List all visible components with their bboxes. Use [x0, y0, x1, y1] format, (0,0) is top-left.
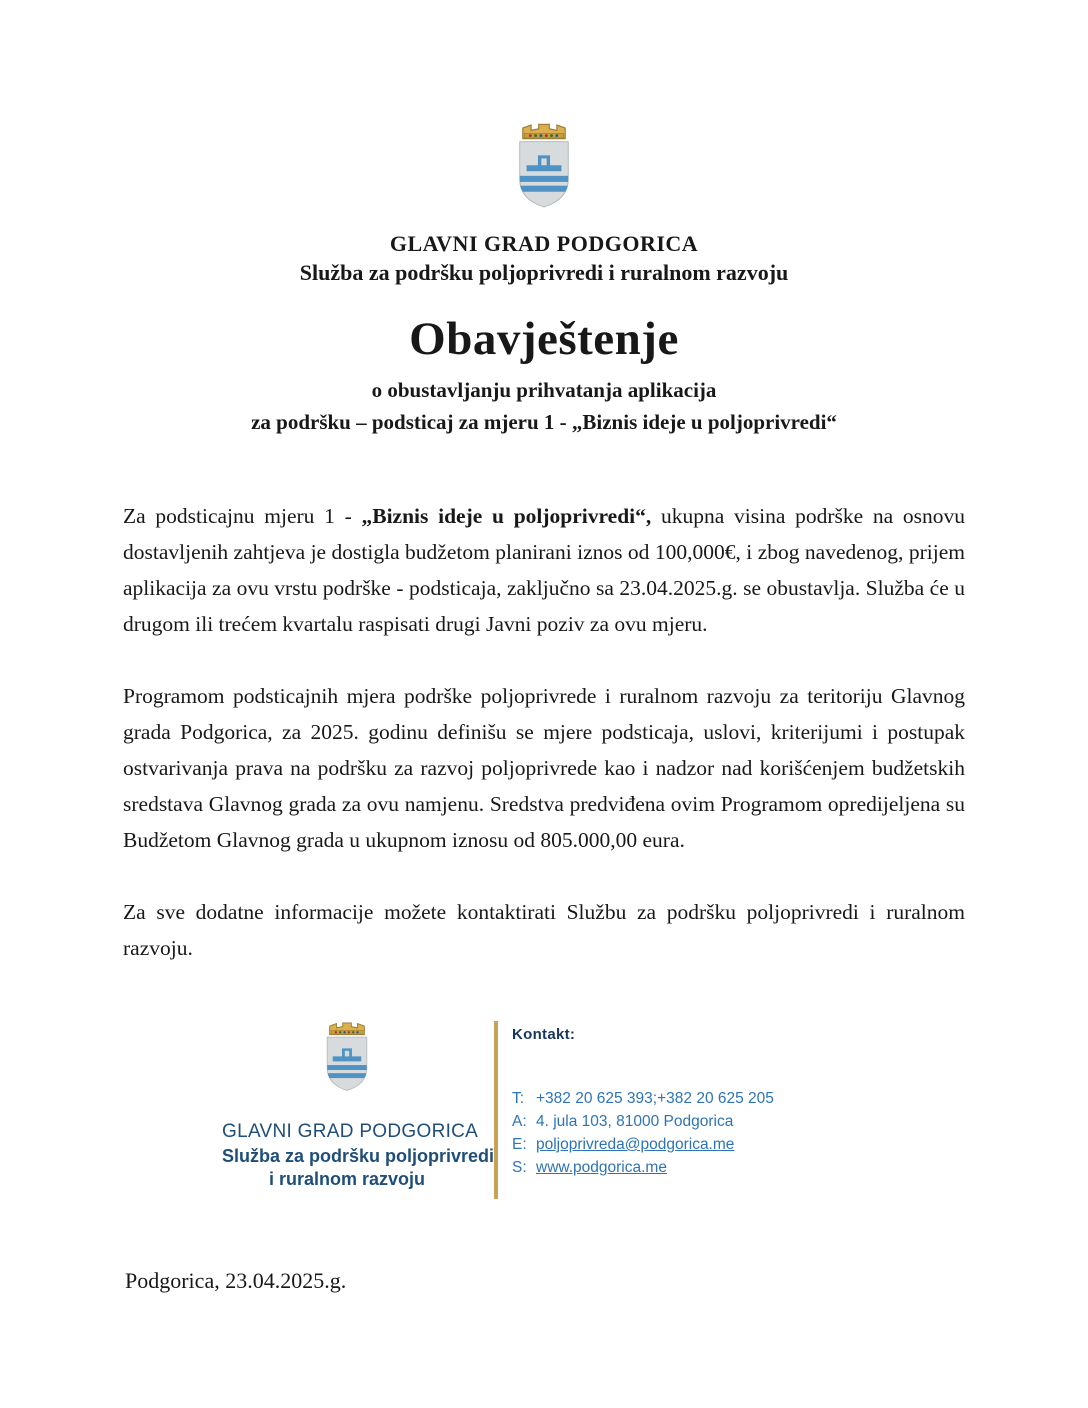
website-label: S:	[512, 1159, 527, 1176]
email-label: E:	[512, 1136, 527, 1153]
notice-subtitle-2: za podršku – podsticaj za mjeru 1 - „Biznis ideje u poljoprivredi“	[251, 410, 837, 434]
podgorica-coat-of-arms-icon	[316, 1021, 378, 1103]
notice-body	[123, 498, 965, 966]
contact-phone-row	[512, 1087, 774, 1110]
paragraph-1-text-after: ukupna visina podrške na osnovu dostavljenih zahtjeva je dostigla budžetom planirani iznos od 100,000€, i zbog navedenog, prijem aplikacija za ovu vrstu podrške - podsticaja, zaključno sa 23.04.2025.g. se obustavlja. Služba će u drugom ili trećem kvartalu raspisati drugi Javni poziv za ovu mjeru.	[123, 504, 966, 636]
paragraph-1	[123, 498, 965, 642]
footer-divider	[494, 1021, 498, 1199]
footer-identity	[222, 1021, 495, 1199]
footer-org-name: GLAVNI GRAD PODGORICA	[222, 1121, 479, 1142]
footer-dept-line-2: i ruralnom razvoju	[268, 1169, 426, 1189]
footer-contact-block	[222, 1021, 1088, 1199]
address-value: 4. jula 103, 81000 Podgorica	[536, 1113, 734, 1130]
website-link[interactable]: www.podgorica.me	[536, 1159, 667, 1176]
contact-address-row	[512, 1110, 774, 1133]
contact-info	[512, 1021, 774, 1199]
contact-email-row	[512, 1133, 774, 1156]
header-org-name: GLAVNI GRAD PODGORICA	[389, 231, 699, 256]
contact-heading: Kontakt:	[512, 1026, 576, 1043]
header-dept-name: Služba za podršku poljoprivredi i ruralnom razvoju	[299, 260, 789, 285]
notice-heading	[0, 312, 1088, 435]
email-link[interactable]: poljoprivreda@podgorica.me	[536, 1136, 735, 1153]
contact-lines	[512, 1087, 774, 1179]
podgorica-coat-of-arms-icon	[506, 122, 582, 221]
phone-value: +382 20 625 393;+382 20 625 205	[536, 1090, 774, 1107]
document-header	[0, 0, 1088, 286]
paragraph-1-bold-measure-name: „Biznis ideje u poljoprivredi“,	[361, 504, 652, 528]
place-and-date: Podgorica, 23.04.2025.g.	[125, 1268, 347, 1293]
footer-dept-line-1: Služba za podršku poljoprivredi	[222, 1146, 495, 1166]
paragraph-3: Za sve dodatne informacije možete kontaktirati Službu za podršku poljoprivredi i ruralnom razvoju.	[123, 900, 965, 960]
address-label: A:	[512, 1113, 527, 1130]
notice-subtitle-1: o obustavljanju prihvatanja aplikacija	[371, 378, 717, 402]
paragraph-1-text-before: Za podsticajnu mjeru 1 -	[123, 504, 362, 528]
notice-title: Obavještenje	[409, 313, 679, 365]
contact-website-row	[512, 1156, 774, 1179]
paragraph-2: Programom podsticajnih mjera podrške poljoprivrede i ruralnom razvoju za teritoriju Glavnog grada Podgorica, za 2025. godinu definišu se mjere podsticaja, uslovi, kriterijumi i postupak ostvarivanja prava na podršku za razvoj poljoprivrede kao i nadzor nad korišćenjem budžetskih sredstava Glavnog grada za ovu namjenu. Sredstva predviđena ovim Programom opredijeljena su Budžetom Glavnog grada u ukupnom iznosu od 805.000,00 eura.	[123, 684, 965, 852]
phone-label: T:	[512, 1090, 525, 1107]
